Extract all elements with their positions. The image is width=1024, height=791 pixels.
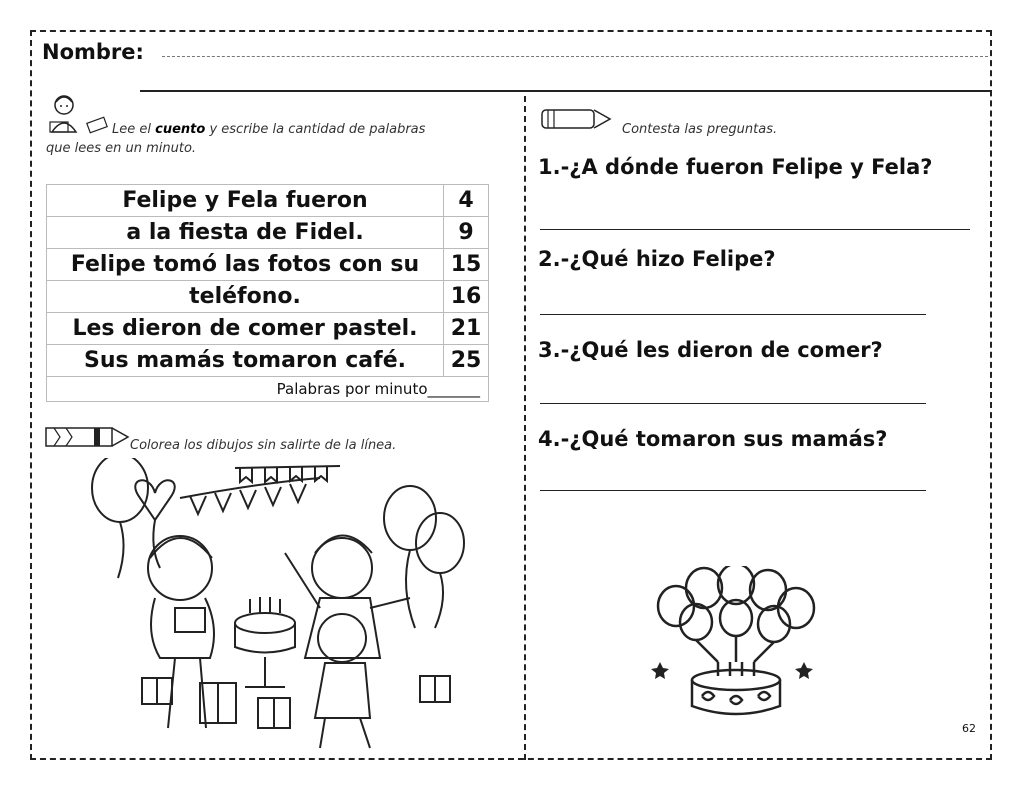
word-count: 21 xyxy=(444,313,489,345)
cake-balloons-illustration[interactable] xyxy=(646,566,826,726)
name-write-line[interactable] xyxy=(140,90,992,92)
answer-line-1[interactable] xyxy=(540,229,970,230)
crayon-icon xyxy=(44,424,130,450)
reading-text: Felipe y Fela fueron xyxy=(47,185,444,217)
question-3: 3.-¿Qué les dieron de comer? xyxy=(538,338,883,362)
column-divider xyxy=(524,96,526,760)
reading-text: Sus mamás tomaron café. xyxy=(47,345,444,377)
reading-table xyxy=(46,184,489,402)
word-count: 16 xyxy=(444,281,489,313)
instruction-read: Lee el cuento y escribe la cantidad de palabras xyxy=(112,122,426,137)
word-count: 15 xyxy=(444,249,489,281)
question-1: 1.-¿A dónde fueron Felipe y Fela? xyxy=(538,155,933,179)
answer-line-2[interactable] xyxy=(540,314,926,315)
reading-text: Les dieron de comer pastel. xyxy=(47,313,444,345)
child-reading-icon xyxy=(44,92,110,138)
instruction-color: Colorea los dibujos sin salirte de la línea. xyxy=(130,438,397,453)
reading-row xyxy=(47,313,489,345)
instruction-answer: Contesta las preguntas. xyxy=(622,122,778,137)
instruction-read-line2: que lees en un minuto. xyxy=(46,141,197,156)
reading-row xyxy=(47,249,489,281)
reading-row xyxy=(47,185,489,217)
name-label: Nombre: xyxy=(42,40,144,64)
reading-text: Felipe tomó las fotos con su xyxy=(47,249,444,281)
reading-text: a la fiesta de Fidel. xyxy=(47,217,444,249)
instruction-bold-word: cuento xyxy=(155,122,206,137)
word-count: 4 xyxy=(444,185,489,217)
question-4: 4.-¿Qué tomaron sus mamás? xyxy=(538,427,888,451)
answer-line-3[interactable] xyxy=(540,403,926,404)
words-per-minute[interactable]: Palabras por minuto_______ xyxy=(47,377,489,402)
word-count: 9 xyxy=(444,217,489,249)
answer-line-4[interactable] xyxy=(540,490,926,491)
word-count: 25 xyxy=(444,345,489,377)
pencil-icon xyxy=(540,106,612,132)
party-illustration[interactable] xyxy=(80,458,520,758)
page-number: 62 xyxy=(962,722,976,735)
words-per-minute-row xyxy=(47,377,489,402)
name-dash-line xyxy=(162,56,988,57)
question-2: 2.-¿Qué hizo Felipe? xyxy=(538,247,776,271)
reading-row xyxy=(47,217,489,249)
reading-row xyxy=(47,281,489,313)
reading-row xyxy=(47,345,489,377)
reading-text: teléfono. xyxy=(47,281,444,313)
